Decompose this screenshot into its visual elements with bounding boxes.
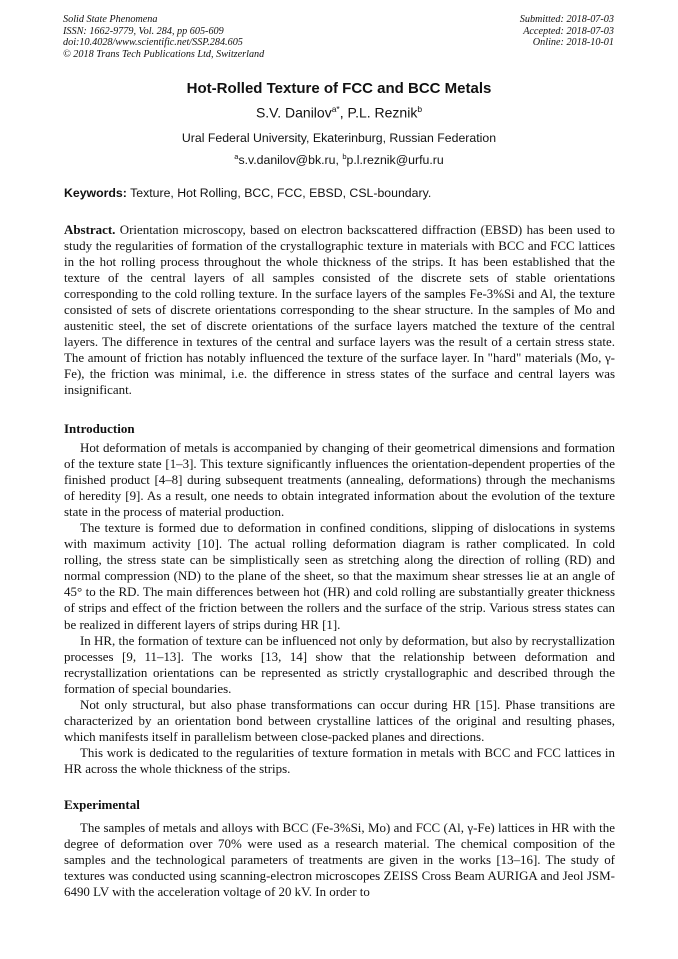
email-link[interactable]: s.v.danilov@bk.ru [238, 153, 336, 168]
journal-info-header [63, 14, 264, 60]
copyright-line: © 2018 Trans Tech Publications Ltd, Switzerland [63, 48, 265, 60]
paragraph: The texture is formed due to deformation in confined conditions, slipping of dislocations in systems with maximum activity [10]. The actual rolling deformation diagram is rather complicated. In cold rolling, the stress state can be simplistically seen as stretching along the direction of rolling (RD) and normal compression (ND) to the plane of the sheet, so that the maximum shear stresses lie at an angle of 45° to the RD. The main differences between hot (HR) and cold rolling are substantially greater thickness of strips and effect of the friction between the rollers and the surface of the strip. Various stress states can be realized in different layers of strips during HR [1]. [64, 520, 615, 632]
accepted-date: Accepted: 2018-07-03 [523, 25, 614, 37]
author-list [0, 104, 678, 121]
paragraph: In HR, the formation of texture can be influenced not only by deformation, but also by recrystallization processes [9, 11–13]. The works [13, 14] show that the relationship between deformation and recrystallization orientations can be represented as strictly crystallographic and described through the formation of special boundaries. [64, 632, 615, 696]
paragraph: Not only structural, but also phase transformations can occur during HR [15]. Phase transitions are characterized by an orientation bond between crystalline lattices of the original and resulting phases, which manifests itself in parallelism between close-packed planes and directions. [64, 696, 615, 744]
email-separator: , [335, 153, 343, 168]
paragraph: Hot deformation of metals is accompanied by changing of their geometrical dimensions and formation of the texture state [1–3]. This texture significantly influences the orientation-dependent properties of the finished product [4–8] during subsequent treatments (annealing, deformations) through the mechanisms of heredity [9]. As a result, one needs to obtain integrated information about the evolution of the texture state in the process of material production. [64, 440, 615, 520]
author-affiliation-mark: a* [331, 104, 340, 114]
submitted-date: Submitted: 2018-07-03 [519, 14, 614, 25]
section-heading-experimental: Experimental [64, 797, 140, 812]
author-separator: , [339, 104, 348, 121]
abstract-section [64, 222, 615, 399]
author-emails [0, 152, 678, 167]
abstract-label: Abstract. [64, 222, 116, 237]
author-name: P.L. Reznik [347, 104, 418, 121]
issn-line: ISSN: 1662-9779, Vol. 284, pp 605-609 [63, 25, 224, 37]
paragraph: This work is dedicated to the regularities of texture formation in metals with BCC and FCC lattices in HR across the whole thickness of the strips. [64, 744, 615, 776]
affiliation: Ural Federal University, Ekaterinburg, Russian Federation [181, 131, 497, 145]
abstract-text: Orientation microscopy, based on electron backscattered diffraction (EBSD) has been used to study the regularities of formation of the crystallographic texture in materials with BCC and FCC lattices in the hot rolling process throughout the whole thickness of the strips. It has been established that the texture of the central layers of all samples consisted of the discrete sets of stable orientations corresponding to the cold rolling texture. In the surface layers of the samples Fe-3%Si and Al, the texture consisted of sets of discrete orientations corresponding to the shear structure. In the samples of Mo and austenitic steel, the set of discrete orientations of the surface layers matched the texture of the central layers. The difference in textures of the central and surface layers was the result of a certain stress state. The amount of friction has notably influenced the texture of the surface layer. In "hard" materials (Mo, γ-Fe), the friction was minimal, i.e. the difference in stress states of the surface and central layers was insignificant. [64, 222, 616, 398]
keywords-text: Texture, Hot Rolling, BCC, FCC, EBSD, CSL-boundary. [130, 186, 432, 200]
email-mark: a [234, 152, 239, 161]
author-name: S.V. Danilov [255, 104, 332, 121]
abstract-paragraph [64, 222, 615, 399]
introduction-section [64, 440, 615, 777]
online-date: Online: 2018-10-01 [532, 37, 614, 49]
journal-name: Solid State Phenomena [63, 14, 158, 25]
paper-title: Hot-Rolled Texture of FCC and BCC Metals [186, 80, 492, 97]
experimental-section [64, 820, 615, 900]
keywords-line [64, 186, 616, 200]
keywords-label: Keywords: [64, 186, 127, 200]
section-heading-introduction: Introduction [64, 421, 135, 436]
email-link[interactable]: p.l.reznik@urfu.ru [346, 153, 444, 168]
paragraph: The samples of metals and alloys with BCC (Fe-3%Si, Mo) and FCC (Al, γ-Fe) lattices in HR with the degree of deformation over 70% were used as a research material. The chemical composition of the samples and the technological parameters of treatments are given in the works [13–16]. The study of textures was conducted using scanning-electron microscopes ZEISS Cross Beam AURIGA and Jeol JSM-6490 LV with the acceleration voltage of 20 kV. In order to [64, 820, 615, 900]
dates-header [520, 14, 614, 49]
email-mark: b [342, 152, 347, 161]
doi-line: doi:10.4028/www.scientific.net/SSP.284.605 [63, 37, 243, 49]
author-affiliation-mark: b [417, 104, 423, 114]
